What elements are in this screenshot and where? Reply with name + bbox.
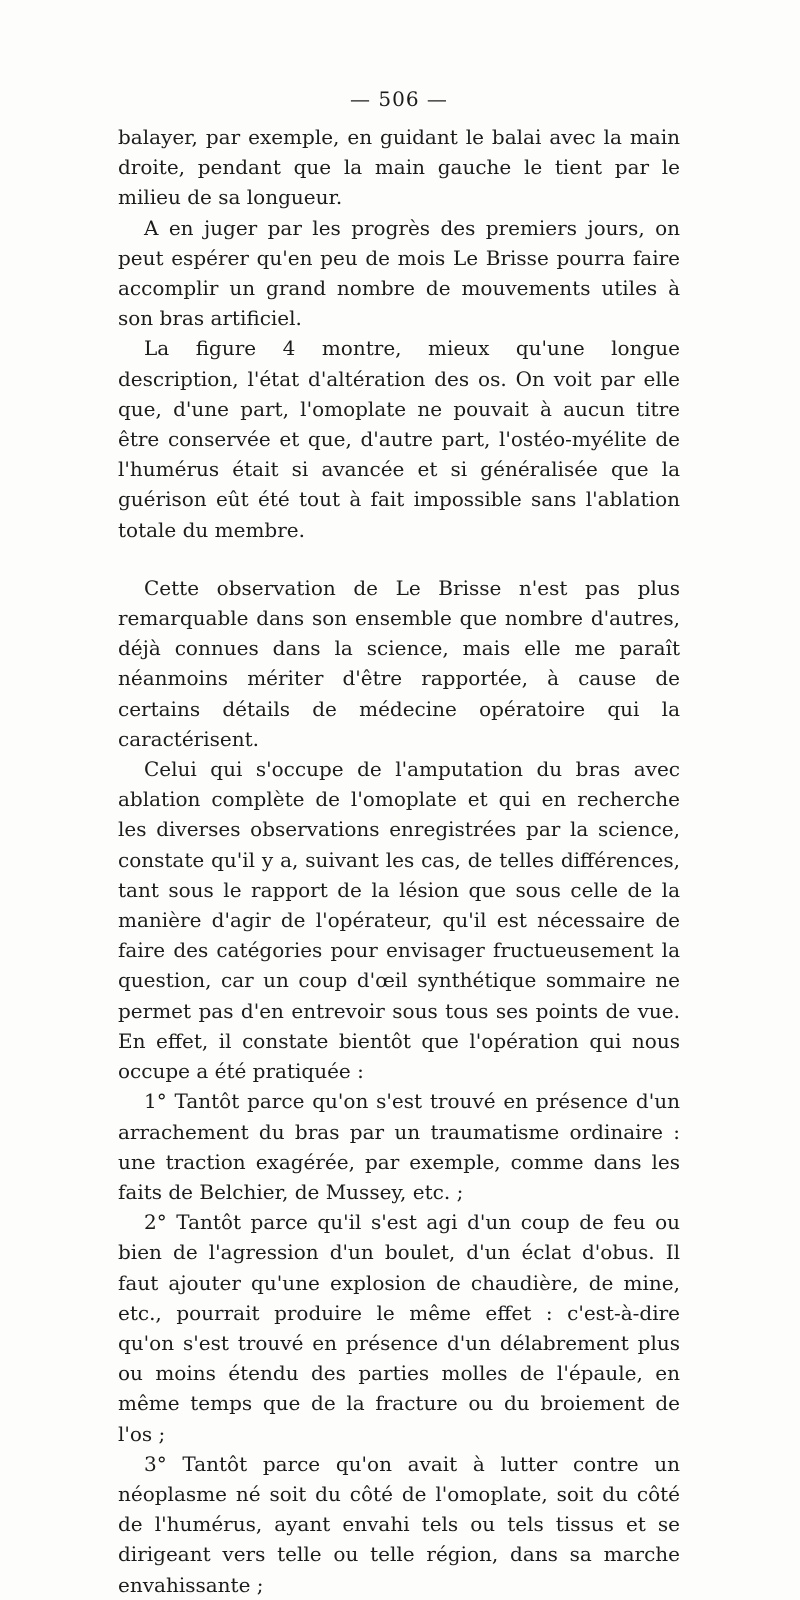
paragraph-continuation: balayer, par exemple, en guidant le balai avec la main droite, pendant que la main gauche le tient par le milieu de sa longueur. xyxy=(118,125,680,210)
page-number: — 506 — xyxy=(350,87,448,111)
list-item-1: 1° Tantôt parce qu'on s'est trouvé en présence d'un arrachement du bras par un traumatisme ordinaire : une traction exagérée, par exemple, comme dans les faits de Belchier, de Mussey, etc. ; xyxy=(118,1089,680,1204)
paragraph-observation: Cette observation de Le Brisse n'est pas plus remarquable dans son ensemble que nombre d'autres, déjà connues dans la science, mais elle me paraît néanmoins mériter d'être rapportée, à cause de certains détails de médecine opératoire qui la caractérisent. xyxy=(118,575,680,751)
list-item-3: 3° Tantôt parce qu'on avait à lutter contre un néoplasme né soit du côté de l'omoplate, soit du côté de l'humérus, ayant envahi tels ou tels tissus et se dirigeant vers telle ou telle région, dans sa marche envahissante ; xyxy=(118,1451,680,1597)
list-item-2: 2° Tantôt parce qu'il s'est agi d'un coup de feu ou bien de l'agression d'un boulet, d'un éclat d'obus. Il faut ajouter qu'une explosion de chaudière, de mine, etc., pourrait produire le même effet : c'est-à-dire qu'on s'est trouvé en présence d'un délabrement plus ou moins étendu des parties molles de l'épaule, en même temps que de la fracture ou du broiement de l'os ; xyxy=(118,1210,680,1446)
paragraph-progress: A en juger par les progrès des premiers jours, on peut espérer qu'en peu de mois Le Brisse pourra faire accomplir un grand nombre de mouvements utiles à son bras artificiel. xyxy=(118,215,680,331)
paragraph-categories: Celui qui s'occupe de l'amputation du bras avec ablation complète de l'omoplate et qui en recherche les diverses observations enregistrées par la science, constate qu'il y a, suivant les cas, de telles différences, tant sous le rapport de la lésion que sous celle de la manière d'agir de l'opérateur, qu'il est nécessaire de faire des catégories pour envisager fructueusement la question, car un coup d'œil synthétique sommaire ne permet pas d'en entrevoir sous tous ses points de vue. En effet, il constate bientôt que l'opération qui nous occupe a été pratiquée : xyxy=(118,757,680,1084)
paragraph-figure-4: La figure 4 montre, mieux qu'une longue description, l'état d'altération des os. On voit par elle que, d'une part, l'omoplate ne pouvait à aucun titre être conservée et que, d'autre part, l'ostéo-myélite de l'humérus était si avancée et si généralisée que la guérison eût été tout à fait impossible sans l'ablation totale du membre. xyxy=(118,336,680,542)
